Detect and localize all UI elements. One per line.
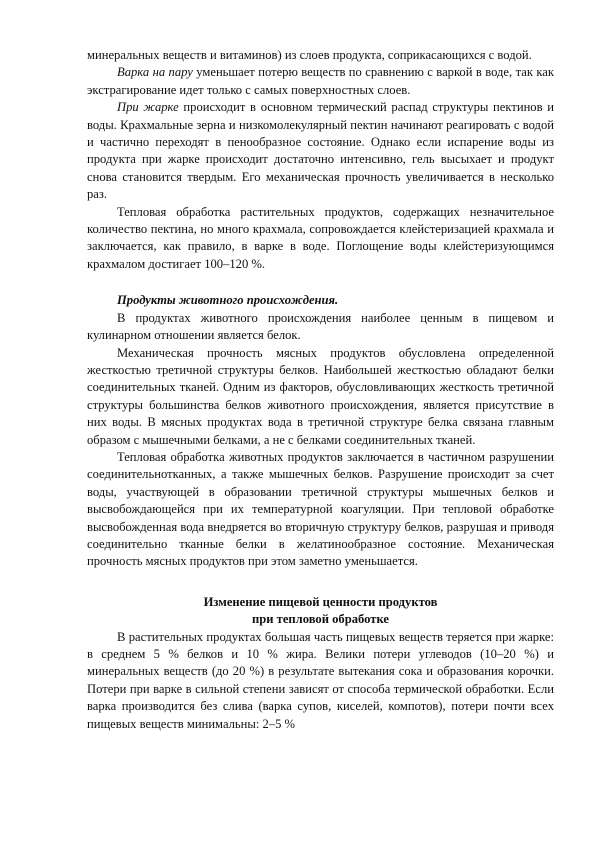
section-heading-animal-products: Продукты животного происхождения.	[117, 293, 339, 308]
paragraph-plant-heat-treatment: Тепловая обработка растительных продуктов, содержащих незначительное количество пектина, но много крахмала, сопровождается клейстеризацией крахмала и заключается, как правило, в варке в воде. Поглощение воды клейстеризующимся крахмалом достигает 100–120 %.	[87, 204, 554, 271]
paragraph-meat-strength: Механическая прочность мясных продуктов обусловлена определенной жесткостью третичной структуры белков. Наибольшей жесткостью обладают белки соединительных тканей. Одним из факторов, обусловливающих жесткость третичной структуры большинства белков животного происхождения, является присутствие в них воды. В мясных продуктах вода в третичной структуре белка связана главным образом с мышечными белками, а не с белками соединительных тканей.	[87, 345, 554, 447]
paragraph-frying	[87, 99, 554, 203]
paragraph-steaming-text: уменьшает потерю веществ по сравнению с варкой в воде, так как экстрагирование идет только с самых поверхностных слоев.	[87, 65, 554, 97]
section-heading-nutrition-change-line1: Изменение пищевой ценности продуктов	[203, 594, 438, 609]
paragraph-minerals-continuation: минеральных веществ и витаминов) из слоев продукта, соприкасающихся с водой.	[87, 48, 532, 62]
paragraph-frying-text: происходит в основном термический распад структуры пектинов и воды. Крахмальные зерна и низкомолекулярный пектин начинают реагировать с водой и частично переходят в пенообразное состояние. Однако если испарение воды из продукта при жарке происходит достаточно интенсивно, гель высыхает и продукт снова становится твердым. Его механическая прочность увеличивается в несколько раз.	[87, 100, 555, 202]
section-heading-nutrition-change-line2: при тепловой обработке	[251, 612, 390, 627]
paragraph-nutrient-losses: В растительных продуктах большая часть пищевых веществ теряется при жарке: в среднем 5 % белков и 10 % жира. Велики потери углеводов (10–20 %) и минеральных веществ (до 20 %) в результате вытекания сока и образования корочки. Потери при варке в сильной степени зависят от способа термической обработки. Если варка производится без слива (варка супов, киселей, компотов), потери почти всех пищевых веществ минимальны: 2–5 %	[87, 629, 554, 731]
term-steaming: Варка на пару	[117, 65, 193, 80]
term-frying: При жарке	[117, 100, 179, 115]
paragraph-animal-heat-treatment: Тепловая обработка животных продуктов заключается в частичном разрушении соединительнотканных, а также мышечных белков. Разрушение происходит за счет воды, участвующей в образовании третичной структуры мышечных белков и высвобождающейся при их температурной коагуляции. При тепловой обработке высвобожденная вода внедряется во вторичную структуру белков, разрушая и приводя соединительно тканные белки в желатинообразное состояние. Механическая прочность мясных продуктов при этом заметно уменьшается.	[87, 449, 554, 569]
paragraph-steaming	[87, 64, 554, 99]
text-column	[87, 47, 554, 733]
paragraph-animal-protein: В продуктах животного происхождения наиболее ценным в пищевом и кулинарном отношении является белок.	[87, 310, 554, 343]
